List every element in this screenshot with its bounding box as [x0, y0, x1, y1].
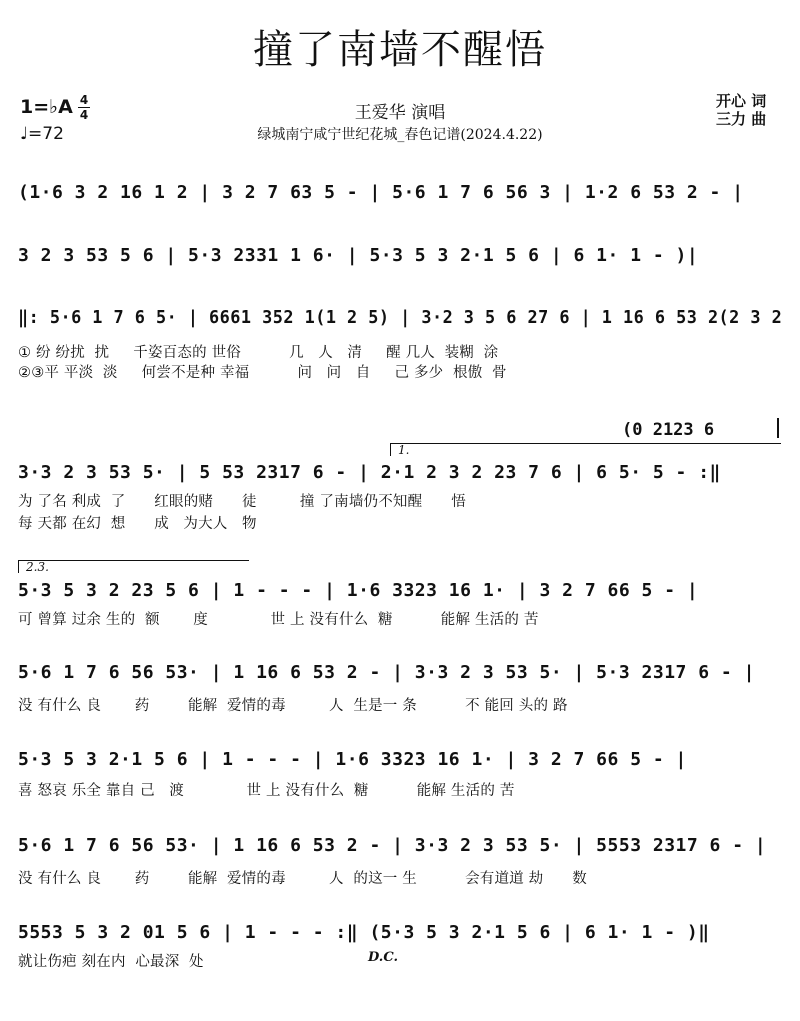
lyric-verse-2: 每 天都 在幻 想 成 为大人 物 — [18, 516, 257, 532]
notation-line: ‖: 5·6 1 7 6 5· | 6661 352 1(1 2 5) | 3·2 3 5 6 27 6 | 1 16 6 53 2(2 3 2 — [18, 307, 783, 328]
transcriber-credit: 绿城南宁咸宁世纪花城_春色记谱(2024.4.22) — [257, 127, 543, 143]
lyric-verse-1: 为 了名 利成 了 红眼的赌 徒 撞 了南墙仍不知醒 悟 — [18, 494, 466, 510]
score-system-1 — [18, 180, 782, 210]
song-title: 撞了南墙不醒悟 — [253, 27, 547, 73]
volta-label-1: 1. — [398, 443, 410, 457]
time-bottom: 4 — [79, 108, 89, 122]
score-system-8 — [18, 833, 782, 887]
score-system-2 — [18, 243, 782, 273]
lyric-line: 可 曾算 过余 生的 额 度 世 上 没有什么 糖 能解 生活的 苦 — [18, 612, 539, 628]
notation-line: (1·6 3 2 16 1 2 | 3 2 7 63 5 - | 5·6 1 7 6 56 3 | 1·2 6 53 2 - | — [18, 182, 744, 203]
lyric-line: 没 有什么 良 药 能解 爱情的毒 人 的这一 生 会有道道 劫 数 — [18, 871, 587, 887]
key-signature: 1=♭A — [20, 96, 73, 118]
notation-line: 5·3 5 3 2·1 5 6 | 1 - - - | 1·6 3323 16 1· | 3 2 7 66 5 - | — [18, 749, 687, 770]
da-capo-mark: D.C. — [368, 950, 398, 965]
notation-line: 3 2 3 53 5 6 | 5·3 2331 1 6· | 5·3 5 3 2·1 5 6 | 6 1· 1 - )| — [18, 245, 699, 266]
volta-bracket-1 — [390, 443, 781, 456]
lyric-line: 就让伤疤 刻在内 心最深 处 — [18, 954, 204, 970]
volta-label-23: 2.3. — [26, 560, 49, 574]
lyricist-credit: 开心 词 — [716, 92, 767, 110]
score-system-9 — [18, 920, 782, 970]
tempo-mark: ♩=72 — [20, 124, 64, 144]
score-system-6 — [18, 660, 782, 714]
score-system-4 — [18, 460, 782, 540]
score-system-3 — [18, 305, 782, 385]
volta-bracket-23 — [18, 560, 249, 573]
lyric-verse-1: ① 纷 纷扰 扰 千姿百态的 世俗 几 人 清 醒 几人 装糊 涂 — [18, 345, 499, 361]
lyric-line: 没 有什么 良 药 能解 爱情的毒 人 生是一 条 不 能回 头的 路 — [18, 698, 568, 714]
score-system-5 — [18, 578, 782, 628]
notation-line: 3·3 2 3 53 5· | 5 53 2317 6 - | 2·1 2 3 2 23 7 6 | 6 5· 5 - :‖ — [18, 462, 721, 483]
interlude-notation: (0 2123 6 — [622, 420, 715, 440]
lyric-verse-2: ②③平 平淡 淡 何尝不是种 幸福 问 问 自 己 多少 根傲 骨 — [18, 365, 507, 381]
barline — [777, 418, 779, 438]
lyric-line: 喜 怒哀 乐全 靠自 己 渡 世 上 没有什么 糖 能解 生活的 苦 — [18, 783, 515, 799]
notation-line: 5·6 1 7 6 56 53· | 1 16 6 53 2 - | 3·3 2 3 53 5· | 5·3 2317 6 - | — [18, 662, 755, 683]
notation-line: 5553 5 3 2 01 5 6 | 1 - - - :‖ (5·3 5 3 2·1 5 6 | 6 1· 1 - )‖ — [18, 922, 710, 943]
notation-line: 5·6 1 7 6 56 53· | 1 16 6 53 2 - | 3·3 2 3 53 5· | 5553 2317 6 - | — [18, 835, 767, 856]
composer-credit: 三力 曲 — [716, 110, 767, 128]
notation-line: 5·3 5 3 2 23 5 6 | 1 - - - | 1·6 3323 16 1· | 3 2 7 66 5 - | — [18, 580, 699, 601]
singer-line: 王爱华 演唱 — [354, 103, 446, 123]
score-system-7 — [18, 747, 782, 797]
time-top: 4 — [79, 93, 89, 107]
